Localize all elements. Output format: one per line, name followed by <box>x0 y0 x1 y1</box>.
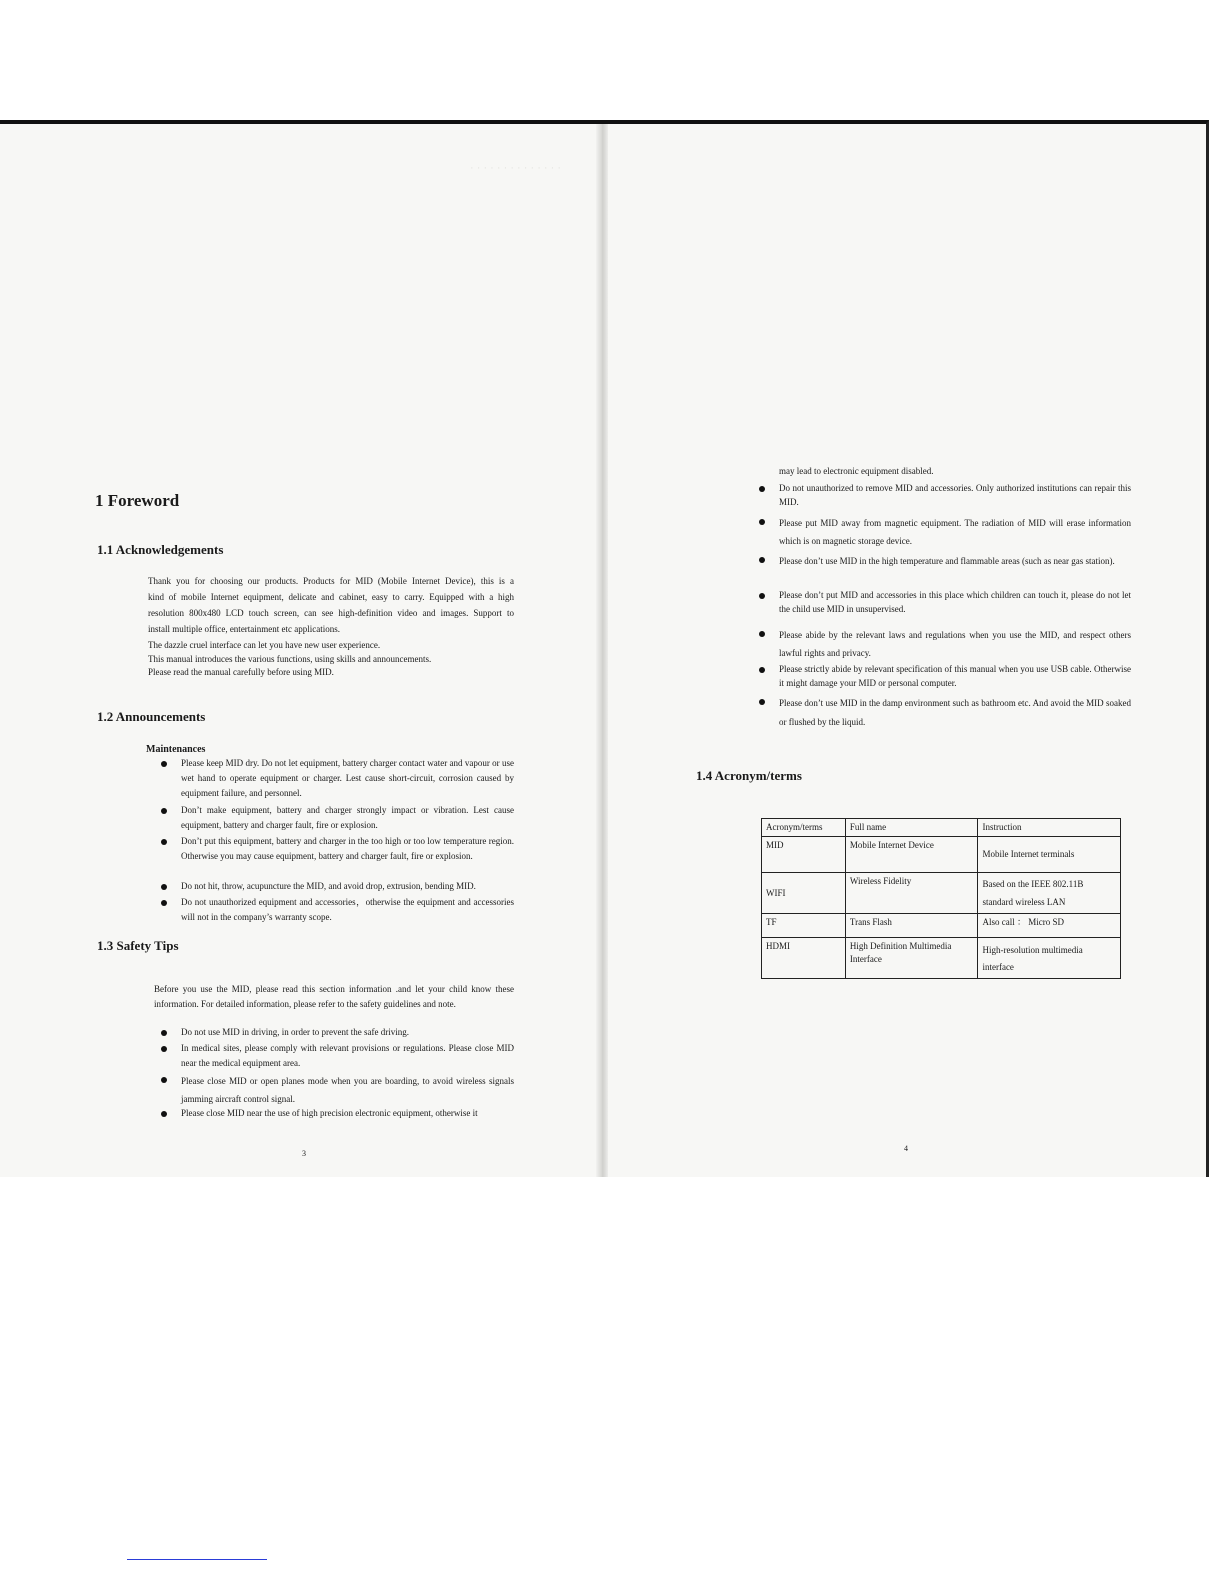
safety-item: Do not use MID in driving, in order to prevent the safe driving. <box>161 1025 514 1040</box>
ack-line: This manual introduces the various functions, using skills and announcements. <box>148 654 432 664</box>
ack-line: kind of mobile Internet equipment, delicate and cabinet, easy to carry. Equipped with a high <box>148 592 514 602</box>
safety-intro: Before you use the MID, please read this section information .and let your child know these information. For detailed information, please refer to the safety guidelines and note. <box>154 984 514 1009</box>
ack-line: The dazzle cruel interface can let you have new user experience. <box>148 640 381 650</box>
table-header-cell: Instruction <box>978 819 1121 837</box>
maintenances-heading: Maintenances <box>146 744 206 755</box>
section-heading-1-1: 1.1 Acknowledgements <box>97 542 224 557</box>
bleed-through-text: · · · · · · · · · · · · · · <box>470 162 562 174</box>
scanned-spread <box>0 120 1209 1177</box>
section-heading-1-3: 1.3 Safety Tips <box>97 938 179 953</box>
right-page <box>604 124 1206 1177</box>
acronym-table <box>761 818 1121 979</box>
safety-item: Please close MID or open planes mode when you are boarding, to avoid wireless signals jamming aircraft control signal. <box>161 1072 514 1108</box>
ack-line: install multiple office, entertainment etc applications. <box>148 624 341 634</box>
ack-line: Please read the manual carefully before using MID. <box>148 667 334 677</box>
section-heading-1-4: 1.4 Acronym/terms <box>696 768 802 783</box>
table-cell: WIFI <box>762 873 846 914</box>
table-cell: TF <box>762 914 846 938</box>
table-row <box>762 938 1121 979</box>
ack-line: Thank you for choosing our products. Products for MID (Mobile Internet Device), this is a <box>148 576 514 586</box>
table-row <box>762 837 1121 873</box>
maintenance-item: Do not hit, throw, acupuncture the MID, and avoid drop, extrusion, bending MID. <box>161 879 514 894</box>
page-number-left: 3 <box>302 1149 306 1158</box>
table-cell: Mobile Internet Device <box>845 837 978 873</box>
safety-item: In medical sites, please comply with relevant provisions or regulations. Please close MID near the medical equipment area. <box>161 1041 514 1071</box>
table-cell: High Definition Multimedia Interface <box>845 938 978 979</box>
table-cell: Wireless Fidelity <box>845 873 978 914</box>
safety-item: Please put MID away from magnetic equipment. The radiation of MID will erase information which is on magnetic storage device. <box>759 514 1131 550</box>
chapter-title: 1 Foreword <box>95 491 180 510</box>
safety-item: Please don’t put MID and accessories in this place which children can touch it, please do not let the child use MID in unsupervised. <box>759 588 1131 616</box>
maintenance-item: Don’t make equipment, battery and charger strongly impact or vibration. Lest cause equipment, battery and charger fault, fire or explosion. <box>161 803 514 833</box>
safety-item: Please abide by the relevant laws and regulations when you use the MID, and respect others lawful rights and privacy. <box>759 626 1131 662</box>
safety-item: Please don’t use MID in the damp environment such as bathroom etc. And avoid the MID soaked or flushed by the liquid. <box>759 694 1131 732</box>
table-header-row <box>762 819 1121 837</box>
acknowledgements-body <box>148 573 514 679</box>
table-row <box>762 873 1121 914</box>
safety-item: Do not unauthorized to remove MID and accessories. Only authorized institutions can repair this MID. <box>759 481 1131 509</box>
page-number-right: 4 <box>904 1144 908 1153</box>
bottom-rule <box>127 1559 267 1560</box>
table-row <box>762 914 1121 938</box>
table-cell: Trans Flash <box>845 914 978 938</box>
safety-item: Please don’t use MID in the high temperature and flammable areas (such as near gas station). <box>759 552 1131 570</box>
table-header-cell: Full name <box>845 819 978 837</box>
continuation-text: may lead to electronic equipment disabled. <box>779 466 934 476</box>
table-cell: HDMI <box>762 938 846 979</box>
table-header-cell: Acronym/terms <box>762 819 846 837</box>
safety-item: Please strictly abide by relevant specification of this manual when you use USB cable. Otherwise it might damage your MID or personal computer. <box>759 662 1131 690</box>
maintenance-item: Please keep MID dry. Do not let equipment, battery charger contact water and vapour or use wet hand to operate equipment or charger. Lest cause short-circuit, corrosion caused by equipment failure, and personnel. <box>161 756 514 801</box>
section-heading-1-2: 1.2 Announcements <box>97 709 206 724</box>
safety-item: Please close MID near the use of high precision electronic equipment, otherwise it <box>161 1106 514 1121</box>
table-cell: Based on the IEEE 802.11B standard wireless LAN <box>978 873 1121 914</box>
ack-line: resolution 800x480 LCD touch screen, can see high-definition video and images. Support to <box>148 608 514 618</box>
table-cell: Mobile Internet terminals <box>978 837 1121 873</box>
maintenance-item: Do not unauthorized equipment and accessories，otherwise the equipment and accessories will not in the company’s warranty scope. <box>161 895 514 925</box>
maintenance-item: Don’t put this equipment, battery and charger in the too high or too low temperature region. Otherwise you may cause equipment, battery and charger fault, fire or explosion. <box>161 834 514 864</box>
table-cell: Also call ： Micro SD <box>978 914 1121 938</box>
left-page <box>0 124 600 1177</box>
table-cell: MID <box>762 837 846 873</box>
table-cell: High-resolution multimedia interface <box>978 938 1121 979</box>
